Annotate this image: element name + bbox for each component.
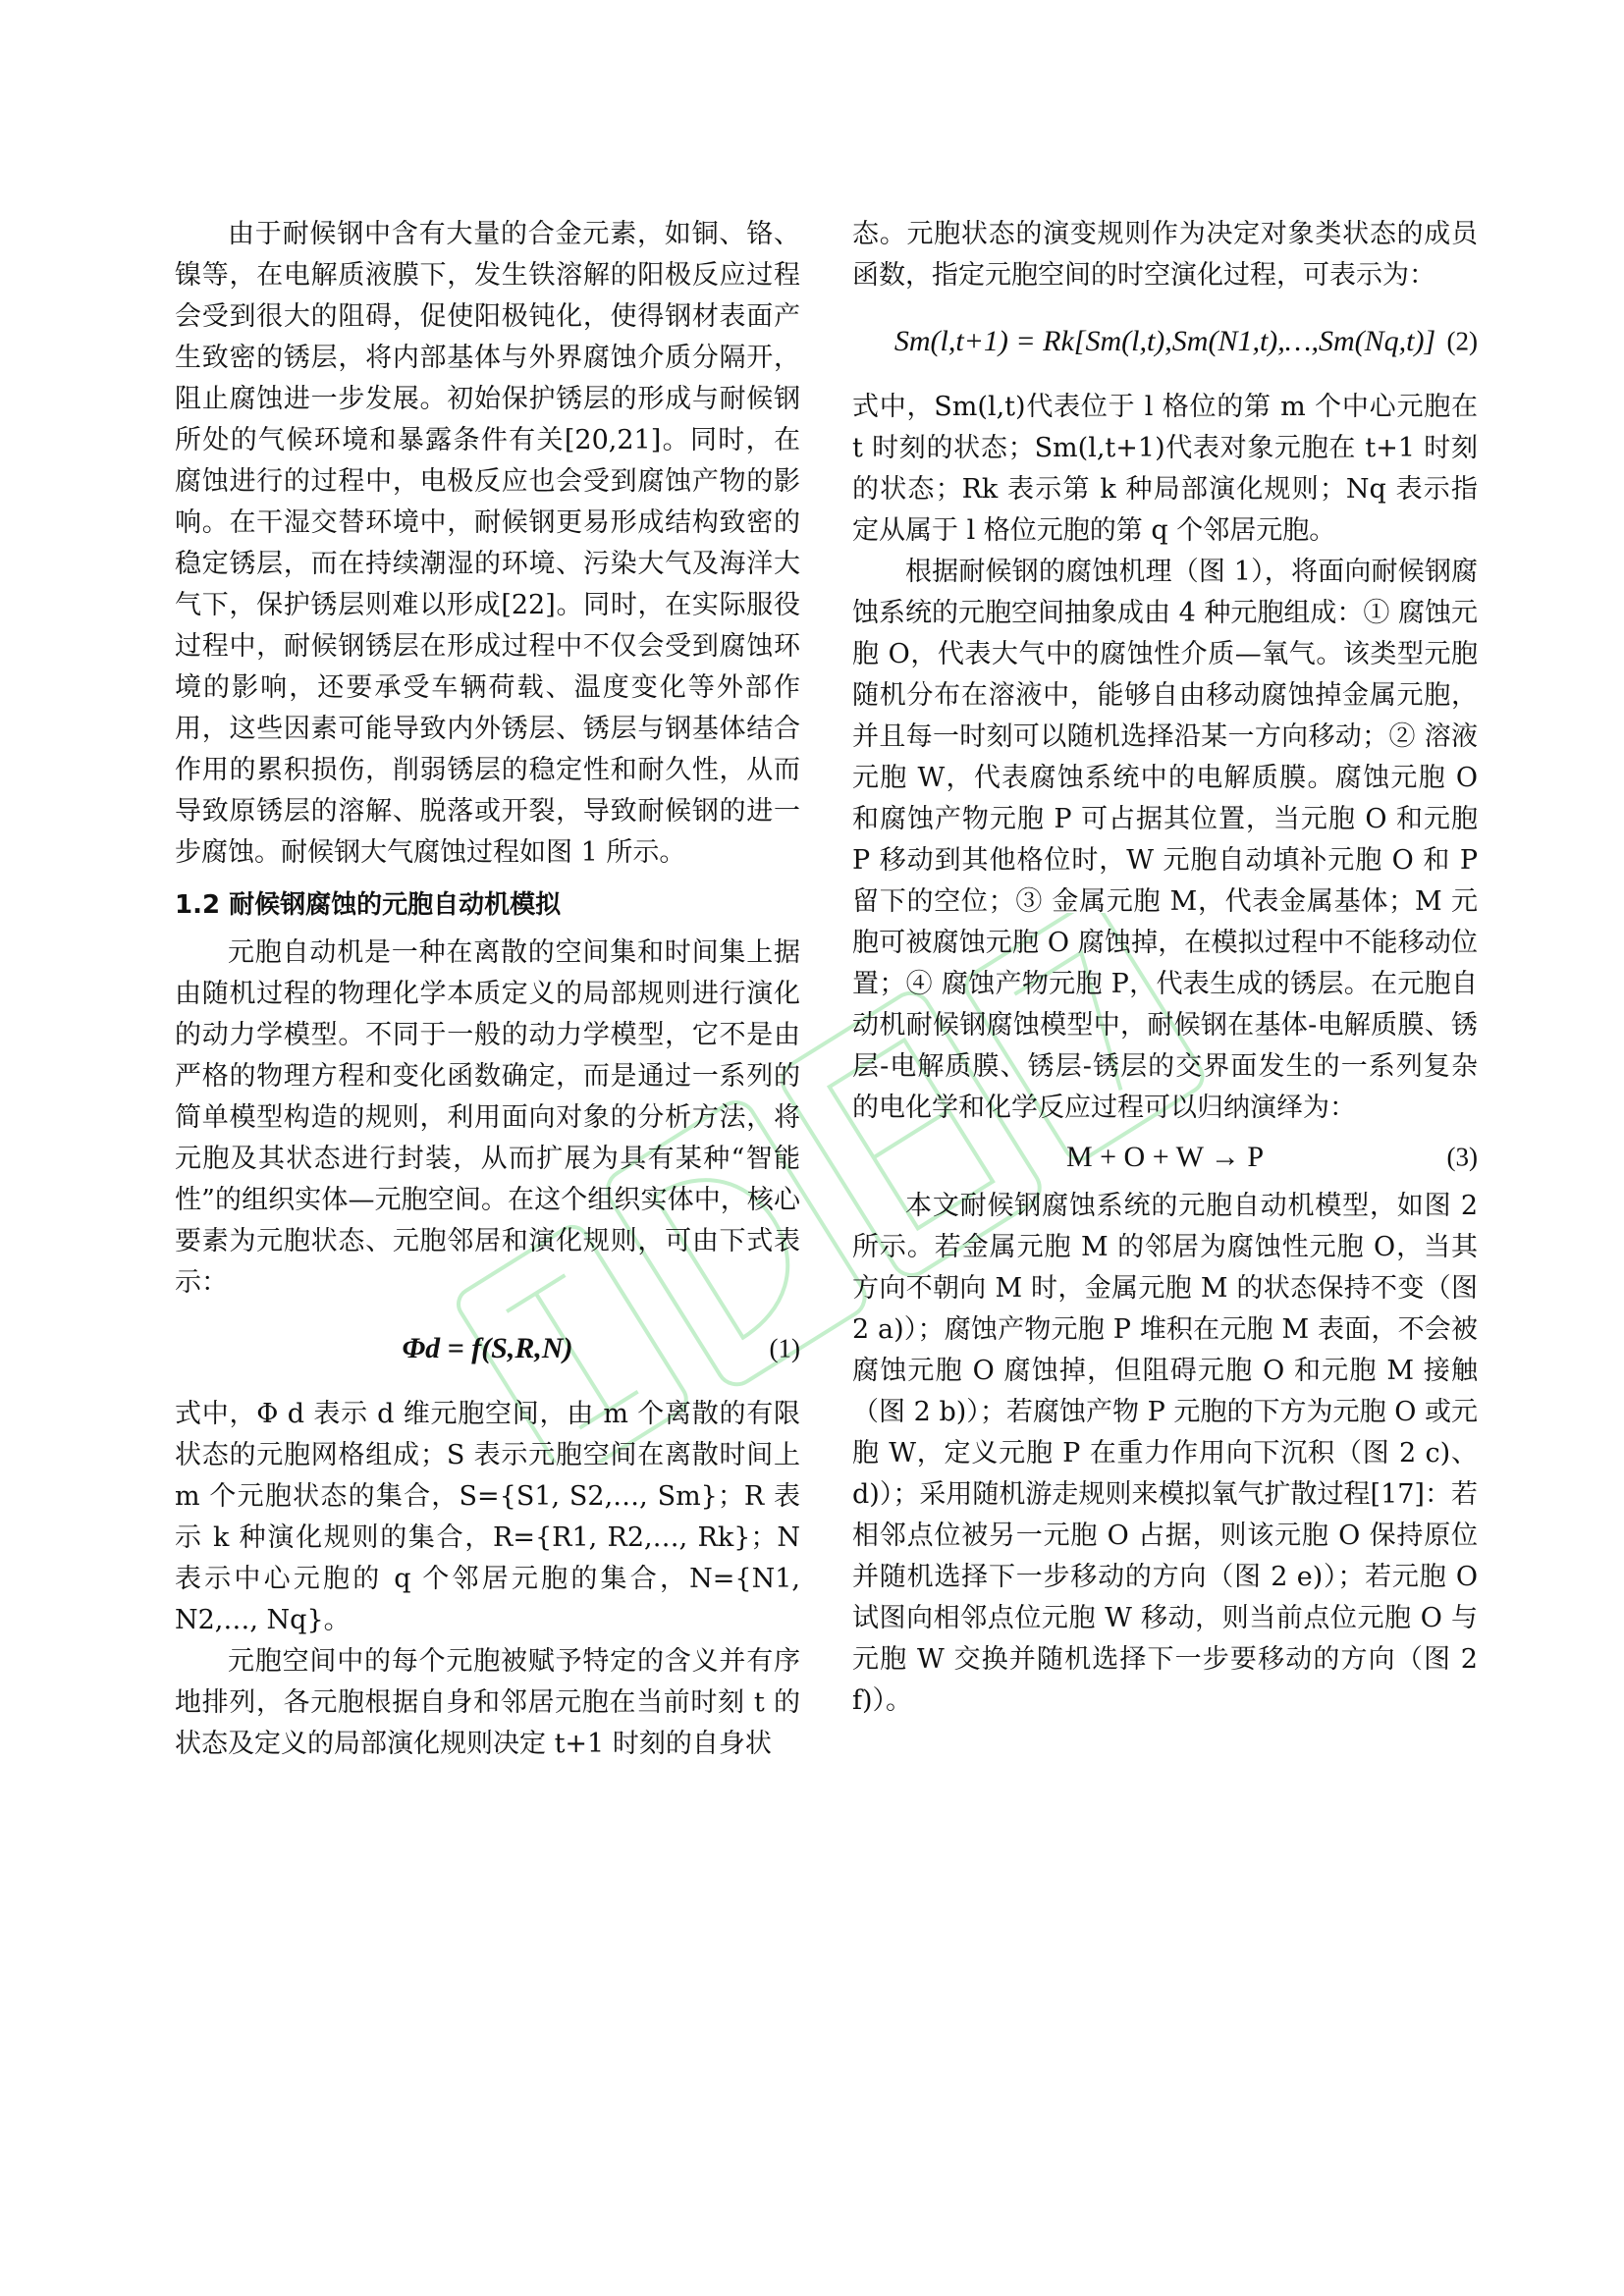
paragraph: 式中，Φ d 表示 d 维元胞空间，由 m 个离散的有限状态的元胞网格组成；S 表示元胞空间在离散时间上 m 个元胞状态的集合，S={S1, S2,…, Sm}；R 表示 k 种演化规则的集合，R={R1, R2,…, Rk}；N 表示中心元胞的 q 个邻居元胞的集合，N={N1, N2,…, Nq}。 [175, 1399, 800, 1635]
equation-1 [175, 1317, 800, 1380]
left-column [175, 214, 800, 1765]
equation-2-formula: Sm(l,t+1) = Rk[Sm(l,t),Sm(N1,t),…,Sm(Nq,t)] [893, 325, 1436, 357]
paragraph: 由于耐候钢中含有大量的合金元素，如铜、铬、镍等，在电解质液膜下，发生铁溶解的阳极反应过程会受到很大的阻碍，促使阳极钝化，使得钢材表面产生致密的锈层，将内部基体与外界腐蚀介质分隔开，阻止腐蚀进一步发展。初始保护锈层的形成与耐候钢所处的气候环境和暴露条件有关[20,21]。同时，在腐蚀进行的过程中，电极反应也会受到腐蚀产物的影响。在干湿交替环境中，耐候钢更易形成结构致密的稳定锈层，而在持续潮湿的环境、污染大气及海洋大气下，保护锈层则难以形成[22]。同时，在实际服役过程中，耐候钢锈层在形成过程中不仅会受到腐蚀环境的影响，还要承受车辆荷载、温度变化等外部作用，这些因素可能导致内外锈层、锈层与钢基体结合作用的累积损伤，削弱锈层的稳定性和耐久性，从而导致原锈层的溶解、脱落或开裂，导致耐候钢的进一步腐蚀。耐候钢大气腐蚀过程如图 1 所示。 [175, 219, 800, 868]
equation-1-number: (1) [769, 1333, 800, 1363]
section-heading: 1.2 耐候钢腐蚀的元胞自动机模拟 [175, 890, 562, 920]
equation-2 [852, 310, 1478, 373]
paragraph: 根据耐候钢的腐蚀机理（图 1），将面向耐候钢腐蚀系统的元胞空间抽象成由 4 种元胞组成：① 腐蚀元胞 O，代表大气中的腐蚀性介质—氧气。该类型元胞随机分布在溶液中，能够自由移动腐蚀掉金属元胞，并且每一时刻可以随机选择沿某一方向移动；② 溶液元胞 W，代表腐蚀系统中的电解质膜。腐蚀元胞 O 和腐蚀产物元胞 P 可占据其位置，当元胞 O 和元胞 P 移动到其他格位时，W 元胞自动填补元胞 O 和 P 留下的空位；③ 金属元胞 M，代表金属基体；M 元胞可被腐蚀元胞 O 腐蚀掉，在模拟过程中不能移动位置；④ 腐蚀产物元胞 P，代表生成的锈层。在元胞自动机耐候钢腐蚀模型中，耐候钢在基体-电解质膜、锈层-电解质膜、锈层-锈层的交界面发生的一系列复杂的电化学和化学反应过程可以归纳演绎为： [852, 557, 1478, 1123]
paragraph: 式中，Sm(l,t)代表位于 l 格位的第 m 个中心元胞在 t 时刻的状态；Sm(l,t+1)代表对象元胞在 t+1 时刻的状态；Rk 表示第 k 种局部演化规则；Nq 表示指定从属于 l 格位元胞的第 q 个邻居元胞。 [852, 392, 1478, 546]
equation-1-formula: Φd = f(S,R,N) [402, 1332, 573, 1364]
paragraph: 本文耐候钢腐蚀系统的元胞自动机模型，如图 2 所示。若金属元胞 M 的邻居为腐蚀性元胞 O，当其方向不朝向 M 时，金属元胞 M 的状态保持不变（图 2 a)）；腐蚀产物元胞 P 堆积在元胞 M 表面，不会被腐蚀元胞 O 腐蚀掉，但阻碍元胞 O 和元胞 M 接触（图 2 b)）；若腐蚀产物 P 元胞的下方为元胞 O 或元胞 W，定义元胞 P 在重力作用向下沉积（图 2 c)、d)）；采用随机游走规则来模拟氧气扩散过程[17]：若相邻点位被另一元胞 O 占据，则该元胞 O 保持原位并随机选择下一步移动的方向（图 2 e)）；若元胞 O 试图向相邻点位元胞 W 移动，则当前点位元胞 O 与元胞 W 交换并随机选择下一步要移动的方向（图 2 f)）。 [852, 1191, 1478, 1716]
paragraph: 元胞自动机是一种在离散的空间集和时间集上据由随机过程的物理化学本质定义的局部规则进行演化的动力学模型。不同于一般的动力学模型，它不是由严格的物理方程和变化函数确定，而是通过一系列的简单模型构造的规则，利用面向对象的分析方法，将元胞及其状态进行封装，从而扩展为具有某种“智能性”的组织实体—元胞空间。在这个组织实体中，核心要素为元胞状态、元胞邻居和演化规则，可由下式表示： [175, 937, 800, 1298]
right-column [852, 214, 1478, 1722]
equation-3 [852, 1133, 1478, 1182]
paragraph: 态。元胞状态的演变规则作为决定对象类状态的成员函数，指定元胞空间的时空演化过程，可表示为： [852, 219, 1478, 291]
equation-3-formula: M + O + W → P [1065, 1141, 1265, 1173]
equation-3-number: (3) [1446, 1142, 1478, 1172]
equation-2-number: (2) [1446, 326, 1478, 356]
paragraph: 元胞空间中的每个元胞被赋予特定的含义并有序地排列，各元胞根据自身和邻居元胞在当前时刻 t 的状态及定义的局部演化规则决定 t+1 时刻的自身状 [175, 1646, 800, 1759]
